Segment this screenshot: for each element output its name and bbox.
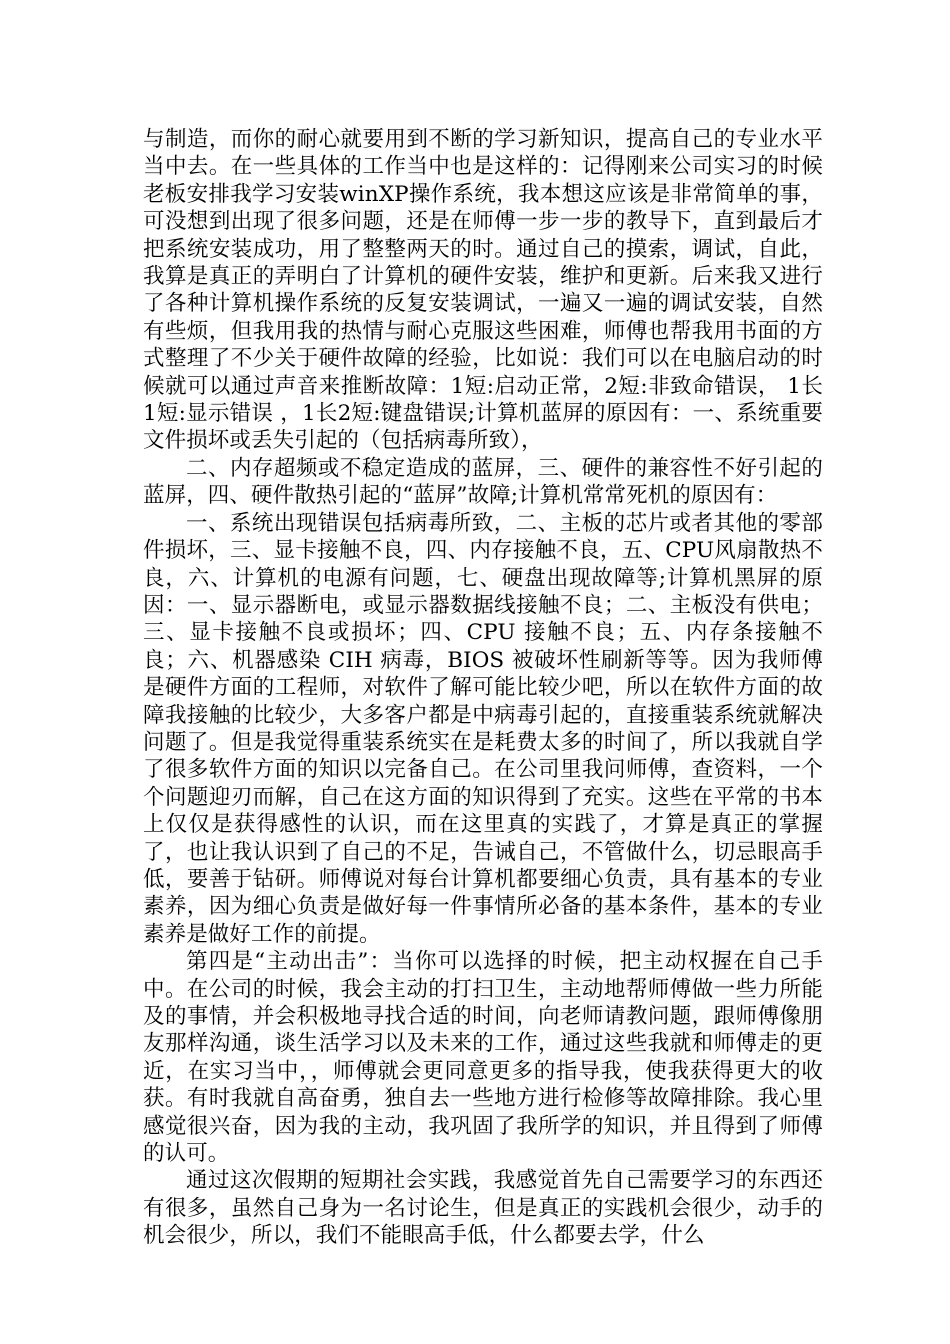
- paragraph-1: 与制造，而你的耐心就要用到不断的学习新知识，提高自己的专业水平当中去。在一些具体的工作当中也是这样的：记得刚来公司实习的时候老板安排我学习安装winXP操作系统，我本想这应该是非常简单的事，可没想到出现了很多问题，还是在师傅一步一步的教导下，直到最后才把系统安装成功，用了整整两天的时。通过自己的摸索，调试，自此，我算是真正的弄明白了计算机的硬件安装，维护和更新。后来我又进行了各种计算机操作系统的反复安装调试，一遍又一遍的调试安装，自然有些烦，但我用我的热情与耐心克服这些困难，师傅也帮我用书面的方式整理了不少关于硬件故障的经验，比如说：我们可以在电脑启动的时候就可以通过声音来推断故障：1短:启动正常，2短:非致命错误， 1长1短:显示错误 ，1长2短:键盘错误;计算机蓝屏的原因有：一、系统重要文件损坏或丢失引起的（包括病毒所致），: [143, 127, 823, 454]
- paragraph-3: 一、系统出现错误包括病毒所致，二、主板的芯片或者其他的零部件损坏，三、显卡接触不良，四、内存接触不良，五、CPU风扇散热不良，六、计算机的电源有问题，七、硬盘出现故障等;计算机黑屏的原因：一、显示器断电，或显示器数据线接触不良；二、主板没有供电；三、显卡接触不良或损坏；四、CPU 接触不良；五、内存条接触不良；六、机器感染 CIH 病毒，BIOS 被破坏性刷新等等。因为我师傅是硬件方面的工程师，对软件了解可能比较少吧，所以在软件方面的故障我接触的比较少，大多客户都是中病毒引起的，直接重装系统就解决问题了。但是我觉得重装系统实在是耗费太多的时间了，所以我就自学了很多软件方面的知识以完备自己。在公司里我问师傅，查资料，一个个问题迎刃而解，自己在这方面的知识得到了充实。这些在平常的书本上仅仅是获得感性的认识，而在这里真的实践了，才算是真正的掌握了，也让我认识到了自己的不足，告诫自己，不管做什么，切忌眼高手低，要善于钻研。师傅说对每台计算机都要细心负责，具有基本的专业素养，因为细心负责是做好每一件事情所必备的基本条件，基本的专业素养是做好工作的前提。: [143, 510, 823, 947]
- paragraph-2: 二、内存超频或不稳定造成的蓝屏，三、硬件的兼容性不好引起的蓝屏，四、硬件散热引起的“蓝屏”故障;计算机常常死机的原因有：: [143, 455, 823, 509]
- paragraph-4: 第四是“主动出击”：当你可以选择的时候，把主动权握在自己手中。在公司的时候，我会主动的打扫卫生，主动地帮师傅做一些力所能及的事情，并会积极地寻找合适的时间，向老师请教问题，跟师傅像朋友那样沟通，谈生活学习以及未来的工作，通过这些我就和师傅走的更近，在实习当中，，师傅就会更同意更多的指导我，使我获得更大的收获。有时我就自高奋勇，独自去一些地方进行检修等故障排除。我心里感觉很兴奋，因为我的主动，我巩固了我所学的知识，并且得到了师傅的认可。: [143, 949, 823, 1167]
- document-body: [143, 126, 823, 1250]
- paragraph-5: 通过这次假期的短期社会实践，我感觉首先自己需要学习的东西还有很多，虽然自己身为一名讨论生，但是真正的实践机会很少，动手的机会很少，所以，我们不能眼高手低，什么都要去学，什么: [143, 1168, 823, 1249]
